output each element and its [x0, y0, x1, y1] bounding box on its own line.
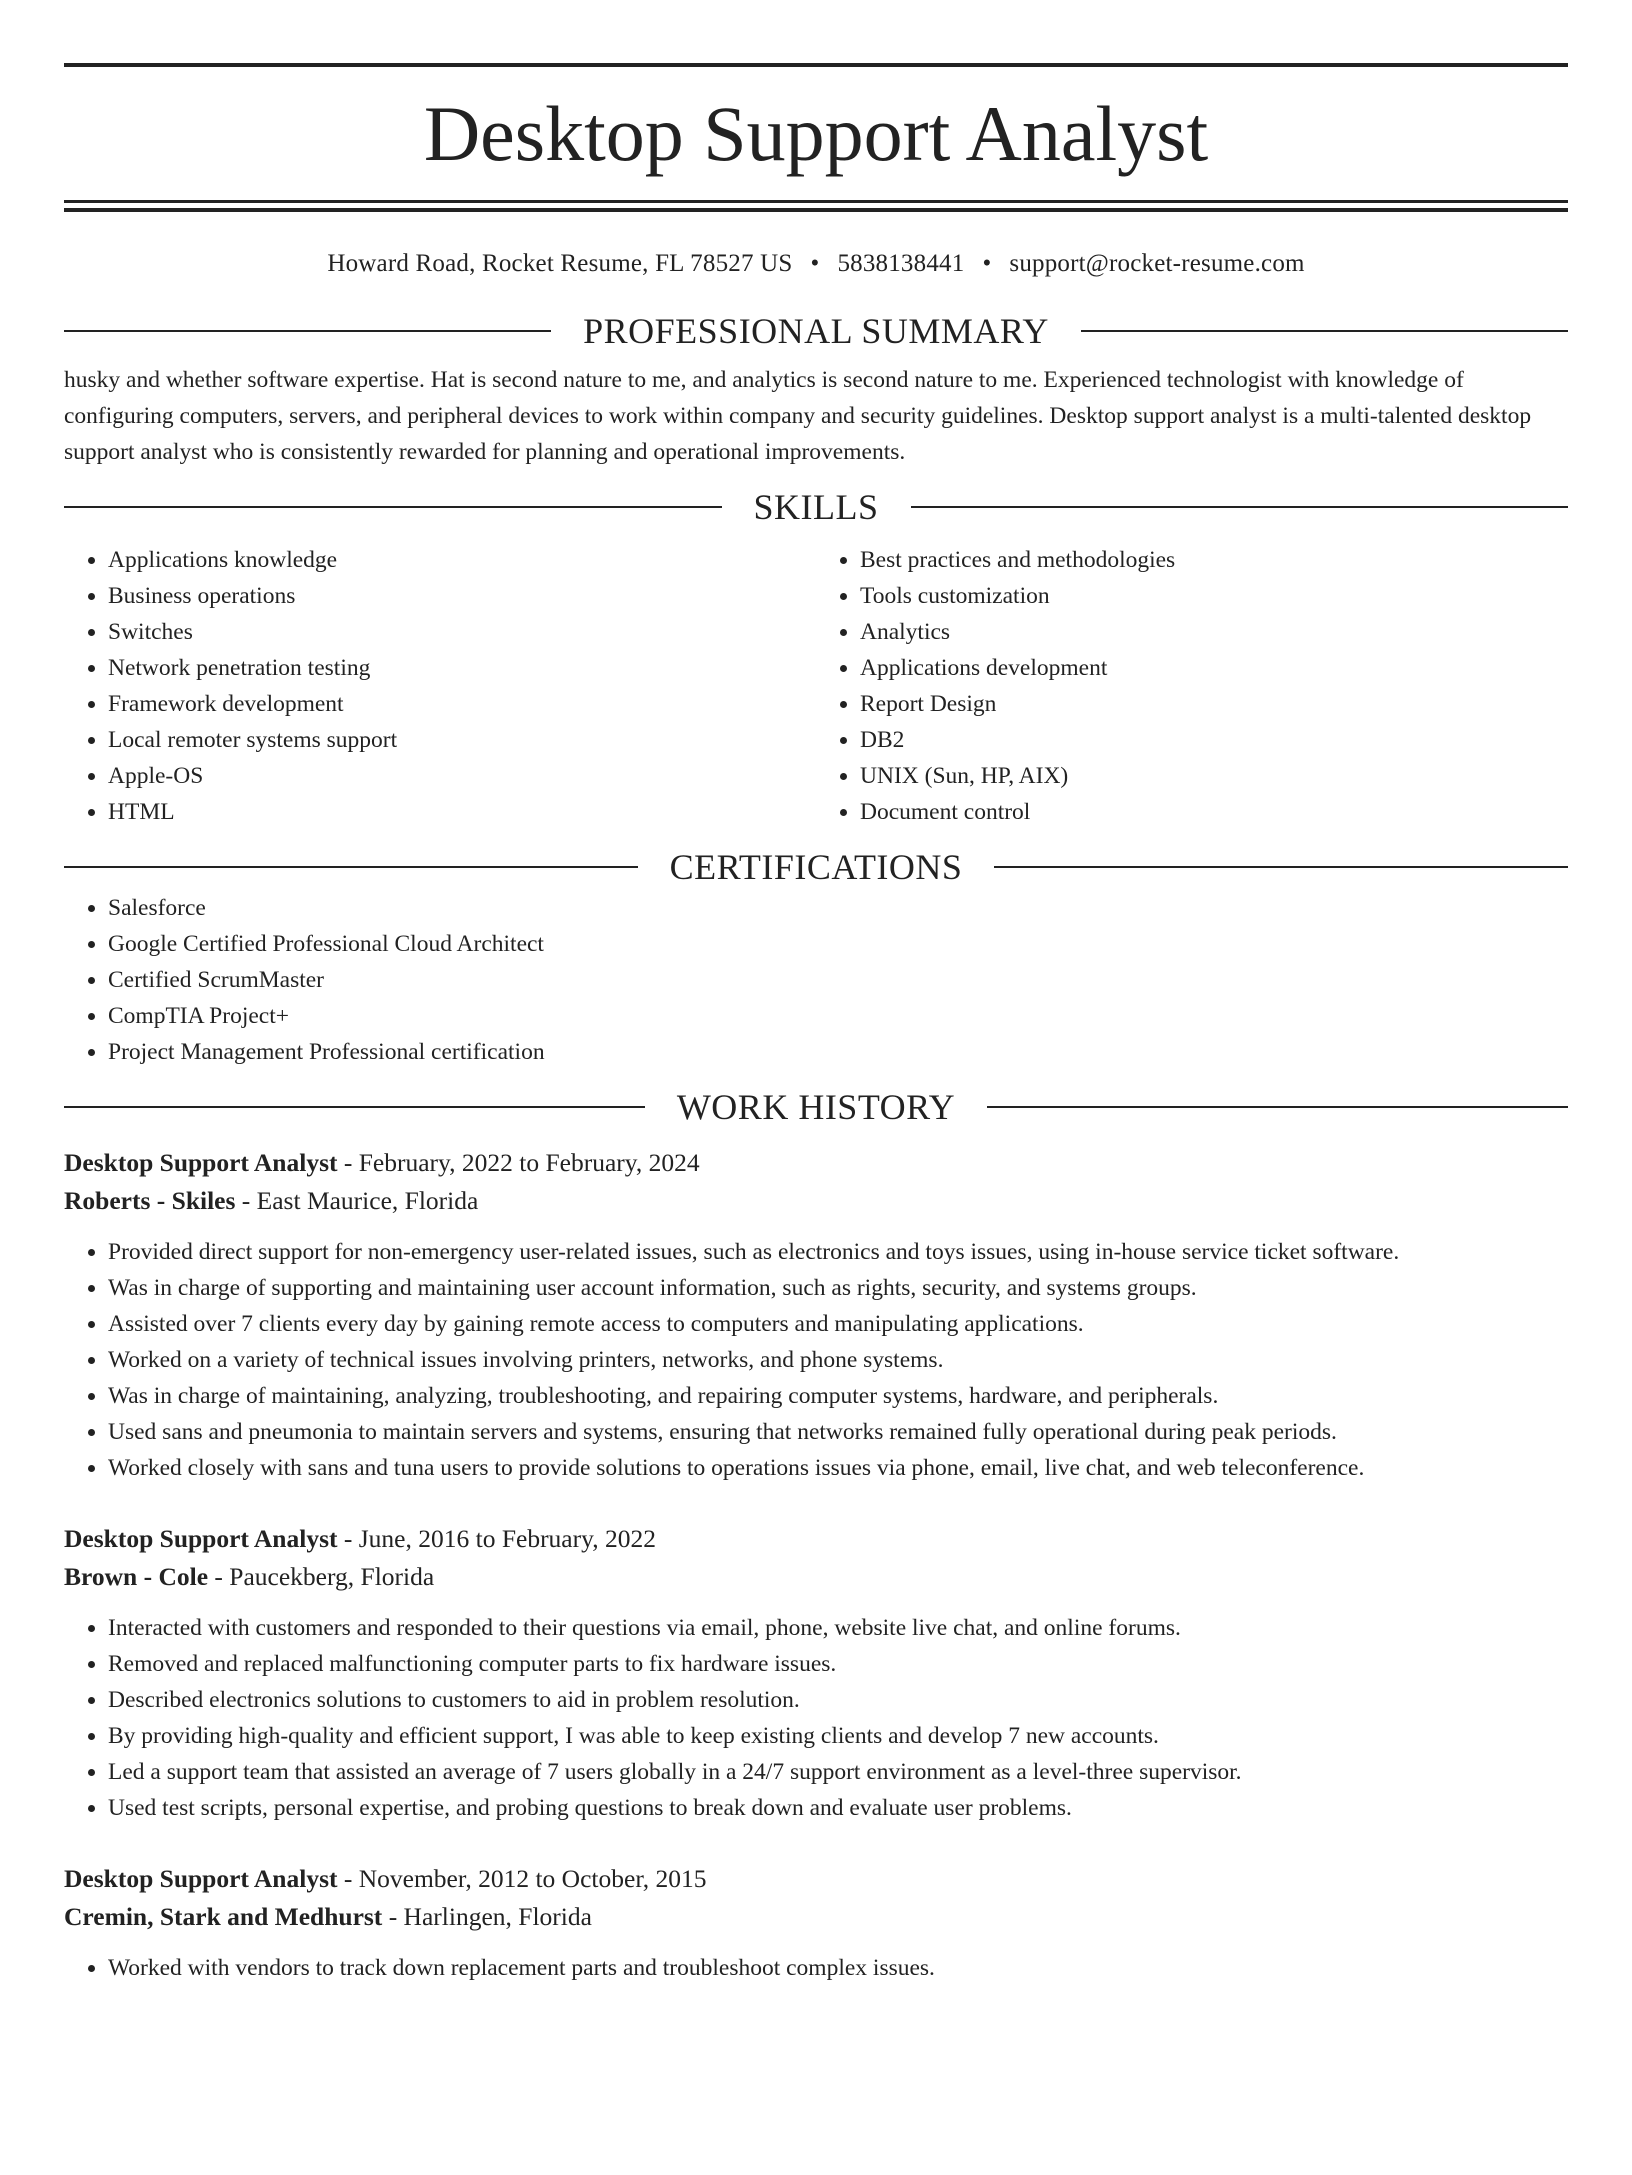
skill-item: • Report Design	[860, 686, 1568, 722]
summary-heading: PROFESSIONAL SUMMARY	[583, 311, 1049, 351]
contact-phone: 5838138441	[837, 250, 965, 277]
contact-line	[64, 250, 1568, 290]
job-entry	[64, 1520, 1568, 1826]
contact-email: support@rocket-resume.com	[1009, 250, 1305, 277]
job-bullet: • Assisted over 7 clients every day by gaining remote access to computers and manipulating applications.	[108, 1306, 1568, 1342]
skill-item: • Analytics	[860, 614, 1568, 650]
job-title: Desktop Support Analyst	[64, 1148, 338, 1177]
skill-item: • Tools customization	[860, 578, 1568, 614]
section-rule-right	[987, 1106, 1568, 1108]
job-bullet: • By providing high-quality and efficient support, I was able to keep existing clients and develop 7 new accounts.	[108, 1718, 1568, 1754]
job-bullets	[64, 1950, 1568, 1986]
work-history-list	[64, 1144, 1568, 1986]
skill-item: • Applications development	[860, 650, 1568, 686]
summary-text: husky and whether software expertise. Hat is second nature to me, and analytics is second nature to me. Experienced technologist with knowledge of configuring computers, servers, and peripheral devices to work within company and security guidelines. Desktop support analyst is a multi-talented desktop support analyst who is consistently rewarded for planning and operational improvements.	[64, 367, 1532, 465]
skills-columns	[64, 542, 1568, 830]
job-location: - East Maurice, Florida	[235, 1186, 479, 1215]
job-bullet: • Led a support team that assisted an average of 7 users globally in a 24/7 support environment as a level-three supervisor.	[108, 1754, 1568, 1790]
skills-heading: SKILLS	[753, 487, 879, 527]
job-bullet: • Worked on a variety of technical issues involving printers, networks, and phone systems.	[108, 1342, 1568, 1378]
skill-item: • Document control	[860, 794, 1568, 830]
top-rule	[64, 63, 1568, 67]
certifications-heading: CERTIFICATIONS	[669, 847, 963, 887]
work-section-header	[64, 1084, 1568, 1130]
section-rule-left	[64, 330, 551, 332]
skill-item: • HTML	[108, 794, 816, 830]
job-bullet: • Described electronics solutions to customers to aid in problem resolution.	[108, 1682, 1568, 1718]
job-bullet: • Used test scripts, personal expertise, and probing questions to break down and evaluate user problems.	[108, 1790, 1568, 1826]
job-company-line	[64, 1182, 1568, 1220]
job-dates: - November, 2012 to October, 2015	[337, 1864, 707, 1893]
skill-item: • UNIX (Sun, HP, AIX)	[860, 758, 1568, 794]
job-bullet: • Used sans and pneumonia to maintain servers and systems, ensuring that networks remained fully operational during peak periods.	[108, 1414, 1568, 1450]
skill-item: • Apple-OS	[108, 758, 816, 794]
certification-item: • Google Certified Professional Cloud Architect	[108, 926, 1568, 962]
job-company: Brown - Cole	[64, 1562, 209, 1591]
job-title-line	[64, 1520, 1568, 1558]
job-location: - Paucekberg, Florida	[208, 1562, 435, 1591]
job-title-line	[64, 1144, 1568, 1182]
job-dates: - February, 2022 to February, 2024	[337, 1148, 700, 1177]
skill-item: • Framework development	[108, 686, 816, 722]
job-bullet: • Worked closely with sans and tuna users to provide solutions to operations issues via phone, email, live chat, and web teleconference.	[108, 1450, 1568, 1486]
job-bullet: • Was in charge of maintaining, analyzing, troubleshooting, and repairing computer systems, hardware, and peripherals.	[108, 1378, 1568, 1414]
job-title: Desktop Support Analyst	[64, 1864, 338, 1893]
job-entry	[64, 1860, 1568, 1986]
job-bullet: • Provided direct support for non-emergency user-related issues, such as electronics and toys issues, using in-house service ticket software.	[108, 1234, 1568, 1270]
title-double-rule	[64, 200, 1568, 212]
job-location: - Harlingen, Florida	[382, 1902, 592, 1931]
section-rule-left	[64, 866, 638, 868]
skill-item: • Switches	[108, 614, 816, 650]
skills-right-list	[816, 542, 1568, 830]
certifications-section-header	[64, 844, 1568, 890]
skills-section-header	[64, 484, 1568, 530]
certification-item: • CompTIA Project+	[108, 998, 1568, 1034]
work-heading: WORK HISTORY	[676, 1087, 956, 1127]
job-bullets	[64, 1234, 1568, 1486]
job-entry	[64, 1144, 1568, 1486]
contact-separator: •	[810, 250, 820, 277]
section-rule-right	[911, 506, 1569, 508]
job-bullet: • Removed and replaced malfunctioning computer parts to fix hardware issues.	[108, 1646, 1568, 1682]
skill-item: • Best practices and methodologies	[860, 542, 1568, 578]
job-company: Roberts - Skiles	[64, 1186, 236, 1215]
section-rule-right	[1081, 330, 1568, 332]
section-rule-right	[994, 866, 1568, 868]
certification-item: • Project Management Professional certification	[108, 1034, 1568, 1070]
section-rule-left	[64, 1106, 645, 1108]
section-rule-left	[64, 506, 722, 508]
job-company-line	[64, 1898, 1568, 1936]
skill-item: • Applications knowledge	[108, 542, 816, 578]
skill-item: • Network penetration testing	[108, 650, 816, 686]
summary-section-header	[64, 308, 1568, 354]
skill-item: • DB2	[860, 722, 1568, 758]
job-title: Desktop Support Analyst	[64, 1524, 338, 1553]
skill-item: • Local remoter systems support	[108, 722, 816, 758]
job-title-line	[64, 1860, 1568, 1898]
contact-separator: •	[982, 250, 992, 277]
job-bullet: • Worked with vendors to track down replacement parts and troubleshoot complex issues.	[108, 1950, 1568, 1986]
skills-left-list	[64, 542, 816, 830]
job-bullet: • Interacted with customers and responded to their questions via email, phone, website live chat, and online forums.	[108, 1610, 1568, 1646]
job-dates: - June, 2016 to February, 2022	[337, 1524, 656, 1553]
contact-address: Howard Road, Rocket Resume, FL 78527 US	[327, 250, 793, 277]
job-company: Cremin, Stark and Medhurst	[64, 1902, 383, 1931]
certification-item: • Certified ScrumMaster	[108, 962, 1568, 998]
skill-item: • Business operations	[108, 578, 816, 614]
resume-page	[0, 63, 1632, 2175]
certifications-list	[64, 890, 1568, 1070]
job-company-line	[64, 1558, 1568, 1596]
page-title: Desktop Support Analyst	[423, 90, 1209, 177]
job-bullets	[64, 1610, 1568, 1826]
job-bullet: • Was in charge of supporting and maintaining user account information, such as rights, security, and systems groups.	[108, 1270, 1568, 1306]
certification-item: • Salesforce	[108, 890, 1568, 926]
